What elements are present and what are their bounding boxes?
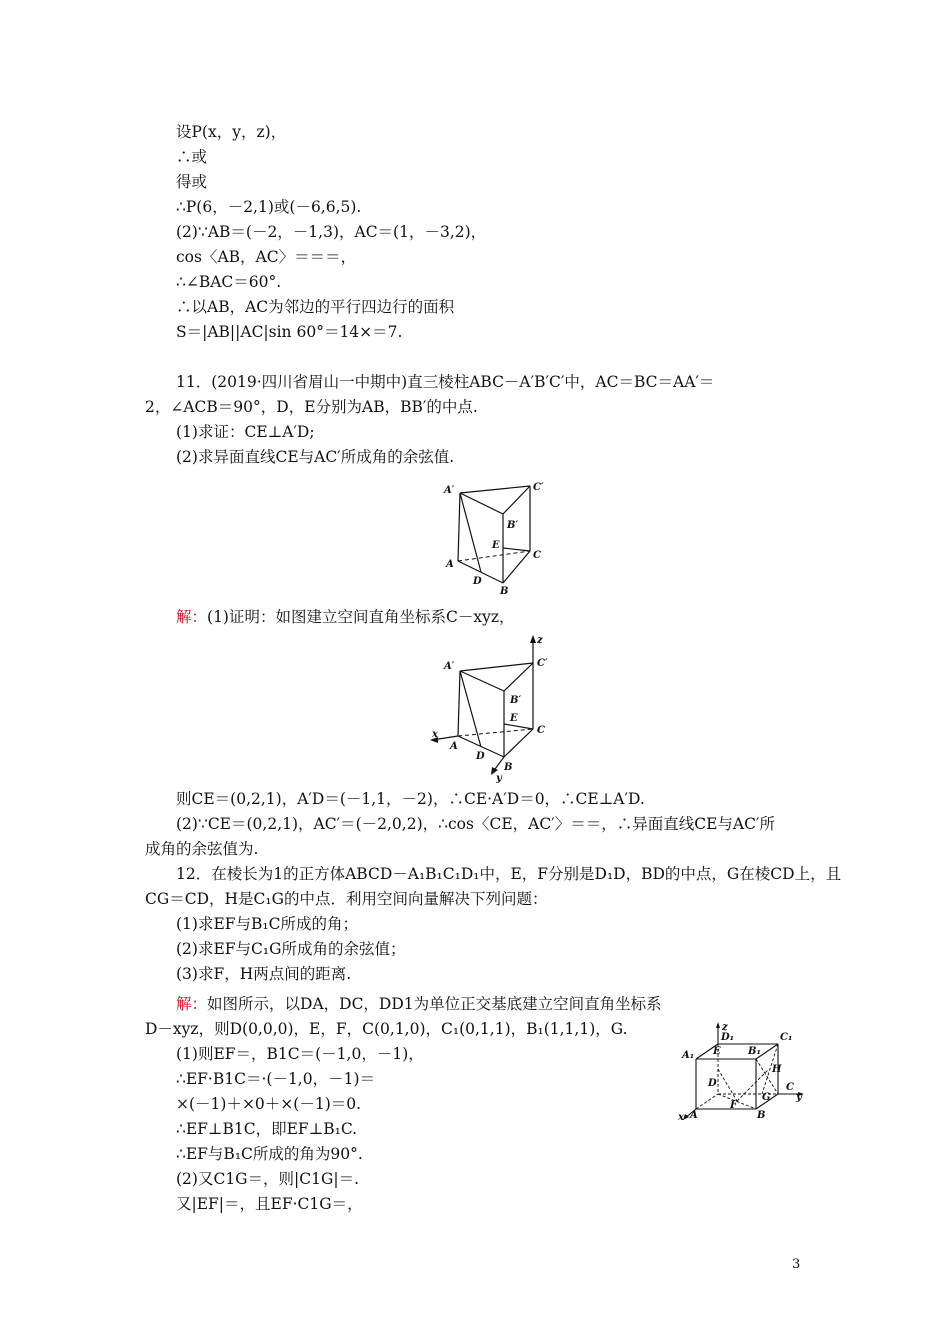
vertex-label: C bbox=[537, 725, 545, 736]
text-line: 又|EF|＝，且EF·C1G＝， bbox=[176, 1195, 363, 1213]
text-line: ∴EF与B₁C所成的角为90°. bbox=[176, 1145, 363, 1163]
vertex-label: E bbox=[510, 713, 518, 724]
cube-coordinate-figure bbox=[676, 1022, 816, 1126]
text-line: D－xyz，则D(0,0,0)，E，F，C(0,1,0)，C₁(0,1,1)，B₁(1,1,1)，G. bbox=[145, 1020, 628, 1038]
text-line: (2)∵AB＝(－2，－1,3)，AC＝(1，－3,2)， bbox=[176, 223, 487, 241]
vertex-label: H bbox=[772, 1064, 782, 1075]
text-line: ∴∠BAC＝60°. bbox=[176, 273, 282, 291]
axis-label: z bbox=[722, 1022, 728, 1033]
vertex-label: D bbox=[473, 576, 482, 587]
vertex-label: C bbox=[533, 550, 541, 561]
text-line: CG＝CD，H是C₁G的中点．利用空间向量解决下列问题： bbox=[145, 890, 548, 908]
text-line: S＝|AB||AC|sin 60°＝14×＝7. bbox=[176, 323, 403, 341]
vertex-label: C′ bbox=[533, 482, 544, 493]
vertex-label: B bbox=[757, 1110, 766, 1121]
vertex-label: G bbox=[762, 1092, 771, 1103]
text-line: ∴P(6，－2,1)或(－6,6,5). bbox=[176, 198, 362, 216]
axis-label: x bbox=[432, 729, 438, 740]
vertex-label: A′ bbox=[444, 485, 455, 496]
prism-coordinate-figure bbox=[428, 633, 560, 783]
vertex-label: B bbox=[500, 586, 509, 597]
vertex-label: B bbox=[504, 762, 513, 773]
solution-text: (1)证明：如图建立空间直角坐标系C－xyz， bbox=[207, 608, 515, 626]
problem-12-statement: 12．在棱长为1的正方体ABCD－A₁B₁C₁D₁中，E，F分别是D₁D，BD的中点，G在棱CD上，且 bbox=[176, 865, 842, 883]
vertex-label: E bbox=[492, 540, 500, 551]
text-line: 设P(x，y，z)， bbox=[176, 123, 287, 141]
vertex-label: D bbox=[476, 751, 485, 762]
axis-label: y bbox=[796, 1092, 802, 1103]
text-line: (2)又C1G＝，则|C1G|＝. bbox=[176, 1170, 360, 1188]
vertex-label: A bbox=[446, 559, 454, 570]
vertex-label: A₁ bbox=[682, 1050, 695, 1061]
vertex-label: E bbox=[713, 1046, 721, 1057]
text-line: (1)则EF＝，B1C＝(－1,0，－1)， bbox=[176, 1045, 424, 1063]
text-line: (1)求EF与B₁C所成的角； bbox=[176, 915, 358, 933]
vertex-label: F bbox=[730, 1100, 738, 1111]
text-line: 2，∠ACB＝90°，D，E分别为AB，BB′的中点. bbox=[145, 398, 478, 416]
text-line: 得或 bbox=[176, 173, 208, 191]
solution-12 bbox=[176, 993, 662, 1015]
vertex-label: A bbox=[450, 741, 458, 752]
solution-11 bbox=[176, 606, 515, 628]
text-line: (2)∵CE＝(0,2,1)，AC′＝(－2,0,2)，∴cos〈CE，AC′〉＝＝，∴异面直线CE与AC′所 bbox=[176, 815, 775, 833]
text-line: cos〈AB，AC〉＝＝＝， bbox=[176, 248, 357, 266]
text-line: ×(－1)＋×0＋×(－1)＝0. bbox=[176, 1095, 362, 1113]
text-line: (3)求F，H两点间的距离. bbox=[176, 965, 352, 983]
axis-label: z bbox=[537, 635, 543, 646]
text-line: ∴以AB，AC为邻边的平行四边行的面积 bbox=[176, 298, 455, 316]
vertex-label: C′ bbox=[537, 658, 548, 669]
vertex-label: C₁ bbox=[780, 1032, 793, 1043]
vertex-label: B₁ bbox=[748, 1046, 761, 1057]
text-line: 则CE＝(0,2,1)，A′D＝(－1,1，－2)，∴CE·A′D＝0，∴CE⊥A′D. bbox=[176, 790, 645, 808]
text-line: ∴或 bbox=[176, 148, 208, 166]
vertex-label: B′ bbox=[510, 695, 522, 706]
page-number: 3 bbox=[792, 1257, 801, 1272]
text-line: 成角的余弦值为. bbox=[145, 840, 259, 858]
axis-label: x bbox=[678, 1112, 684, 1123]
vertex-label: A′ bbox=[444, 661, 455, 672]
text-line: ∴EF·B1C＝·(－1,0，－1)＝ bbox=[176, 1070, 376, 1088]
vertex-label: D₁ bbox=[721, 1032, 735, 1043]
solution-label: 解： bbox=[176, 608, 208, 626]
text-line: (2)求异面直线CE与AC′所成角的余弦值. bbox=[176, 448, 455, 466]
vertex-label: D bbox=[708, 1078, 717, 1089]
text-line: (2)求EF与C₁G所成角的余弦值； bbox=[176, 940, 406, 958]
axis-label: y bbox=[496, 773, 502, 783]
vertex-label: B′ bbox=[507, 520, 519, 531]
problem-11-statement: 11．(2019·四川省眉山一中期中)直三棱柱ABC－A′B′C′中，AC＝BC＝AA′＝ bbox=[176, 373, 715, 391]
solution-label: 解： bbox=[176, 995, 208, 1013]
solution-text: 如图所示，以DA，DC，DD1为单位正交基底建立空间直角坐标系 bbox=[207, 995, 662, 1013]
text-line: ∴EF⊥B1C，即EF⊥B₁C. bbox=[176, 1120, 358, 1138]
text-line: (1)求证：CE⊥A′D; bbox=[176, 423, 315, 441]
prism-figure bbox=[440, 476, 560, 598]
vertex-label: A bbox=[690, 1110, 698, 1121]
vertex-label: C bbox=[786, 1082, 794, 1093]
